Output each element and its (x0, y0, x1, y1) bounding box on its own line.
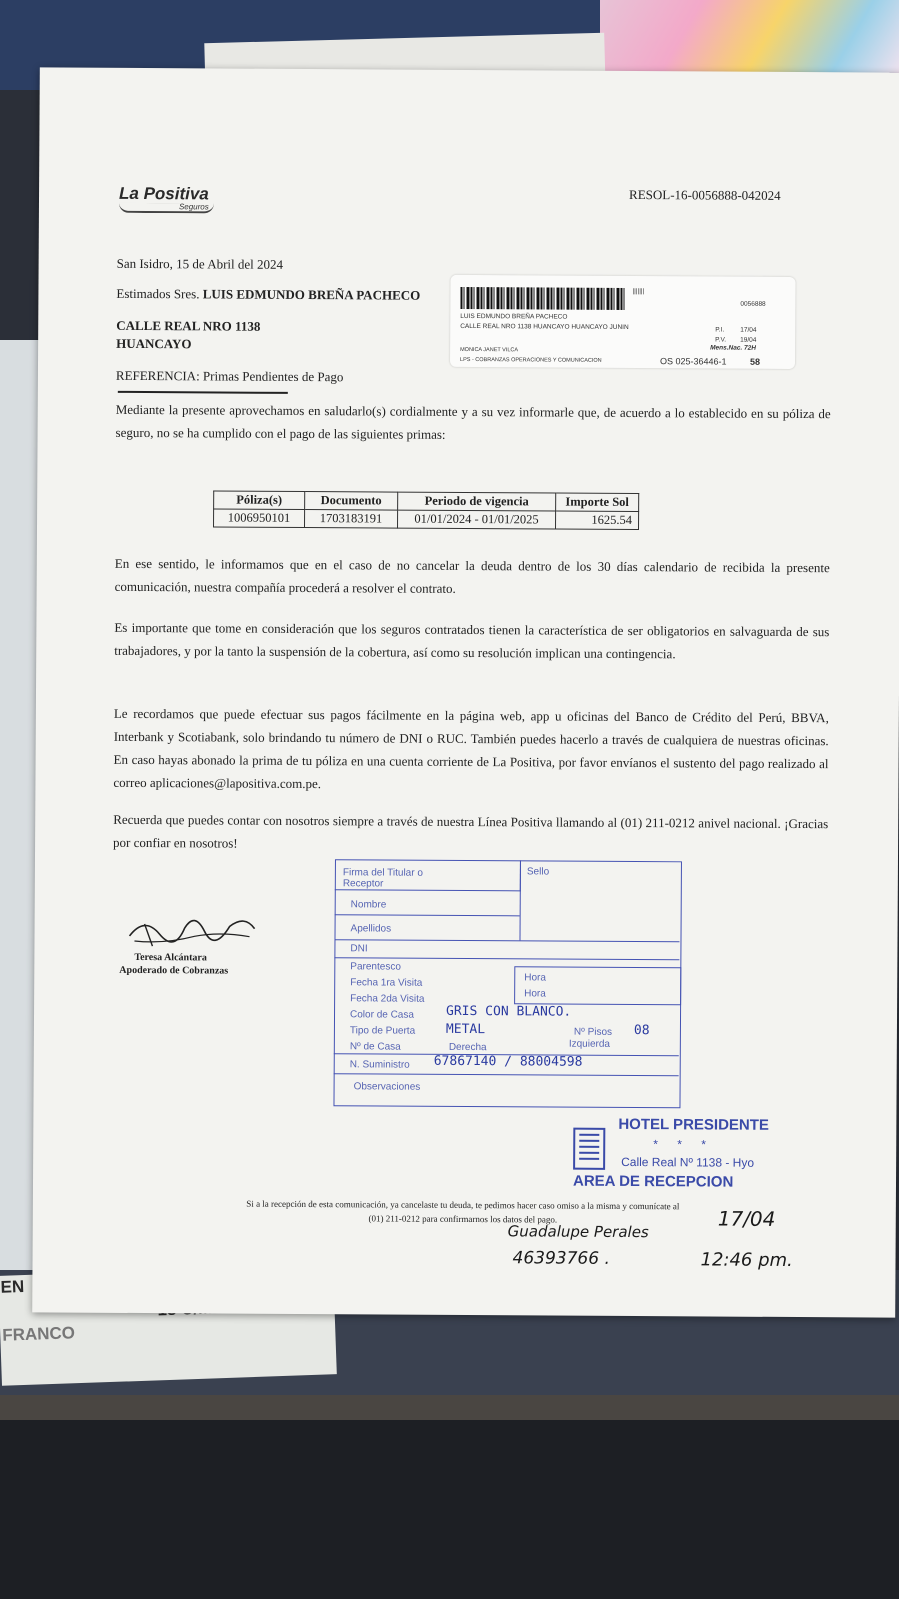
col-poliza: Póliza(s) (214, 491, 305, 510)
label-code: 0056888 (740, 300, 766, 308)
stamp-n-pisos: Nº Pisos (573, 1026, 613, 1038)
card-left-2: FRANCO (1, 1323, 76, 1345)
hw-color-casa: GRIS CON BLANCO. (446, 1003, 572, 1020)
hotel-name: HOTEL PRESIDENTE (618, 1115, 770, 1134)
resolution-code: RESOL-16-0056888-042024 (628, 186, 781, 203)
hw-receiver-name: Guadalupe Perales (507, 1222, 649, 1242)
stamp-color-casa: Color de Casa (349, 1009, 414, 1021)
label-name: LUIS EDMUNDO BREÑA PACHECO (460, 312, 568, 321)
hw-receiver-dni: 46393766 . (512, 1248, 610, 1269)
label-agent: MONICA JANET VILCA (460, 346, 519, 354)
signer-name: Teresa Alcántara (134, 951, 207, 964)
premiums-table (213, 490, 639, 530)
hw-time: 12:46 pm. (700, 1249, 793, 1271)
cell-poliza: 1006950101 (214, 509, 305, 528)
paragraph-1: Mediante la presente aprovechamos en saludarlo(s) cordialmente y a su vez informarle que, de acuerdo a lo establecido en su póliza de seguro, no se ha cumplido con el pago de las siguientes primas: (115, 401, 831, 442)
greeting-prefix: Estimados Sres. (116, 285, 200, 302)
recipient-name: LUIS EDMUNDO BREÑA PACHECO (202, 286, 421, 303)
col-documento: Documento (305, 492, 398, 511)
stamp-hora-2: Hora (524, 988, 546, 1000)
col-importe: Importe Sol (556, 493, 639, 512)
reference-underline (118, 391, 288, 394)
stamp-nombre: Nombre (350, 899, 387, 911)
hw-tipo-puerta: METAL (445, 1021, 486, 1038)
company-logo: La Positiva (118, 183, 209, 204)
company-logo-sub: Seguros (178, 202, 209, 212)
hotel-address: Calle Real Nº 1138 - Hyo (621, 1154, 755, 1170)
background-floor (0, 1420, 899, 1599)
stamp-izquierda: Izquierda (568, 1038, 611, 1050)
hw-date: 17/04 (717, 1206, 776, 1231)
stamp-apellidos: Apellidos (350, 923, 392, 935)
paragraph-5: Recuerda que puedes contar con nosotros siempre a través de nuestra Línea Positiva llamando al (01) 211-0212 anivel nacional. ¡Gracias por confiar en nosotros! (113, 811, 829, 851)
stamp-primera-visita: Fecha 1ra Visita (350, 977, 423, 989)
stamp-dni: DNI (350, 943, 368, 955)
greeting (116, 286, 420, 304)
barcode-icon (460, 287, 625, 310)
table-row (214, 509, 639, 530)
stamp-tipo-puerta: Tipo de Puerta (349, 1025, 416, 1037)
address-line-1: CALLE REAL NRO 1138 (116, 317, 261, 334)
logo-swoosh-icon (119, 203, 214, 214)
hw-n-pisos: 08 (633, 1023, 650, 1039)
footer-note (163, 1196, 763, 1228)
stamp-derecha: Derecha (448, 1041, 487, 1054)
letter-page (32, 67, 899, 1317)
paragraph-4: Le recordamos que puede efectuar sus pagos fácilmente en la página web, app u oficinas del Banco de Crédito del Perú, BBVA, Interbank y Scotiabank, solo brindando tu número de DNI o RUC. También puedes hacerlo a través de cualquiera de nuestras oficinas. En caso hayas abonado la prima de tu póliza en una cuenta corriente de La Positiva, por favor envíanos el sustento del pago realizado al correo aplicaciones@lapositiva.com.pe. (113, 705, 829, 792)
hotel-area: AREA DE RECEPCION (572, 1172, 734, 1191)
label-pi: P.I. (715, 326, 725, 334)
signer-title: Apoderado de Cobranzas (119, 964, 229, 977)
label-address: CALLE REAL NRO 1138 HUANCAYO HUANCAYO JUNIN (460, 322, 629, 331)
hw-suministro: 67867140 / 88004598 (433, 1053, 583, 1070)
hotel-stars: * * * (653, 1137, 714, 1152)
label-os: OS 025-36446-1 (659, 356, 727, 367)
footer-line-2: (01) 211-0212 para confirmarnos los datos del pago. (368, 1213, 558, 1225)
col-periodo: Periodo de vigencia (398, 492, 556, 511)
stamp-observaciones: Observaciones (353, 1081, 421, 1093)
date-line: San Isidro, 15 de Abril del 2024 (116, 255, 284, 272)
reception-stamp (333, 859, 679, 1106)
paragraph-2: En ese sentido, le informamos que en el caso de no cancelar la deuda dentro de los 30 días calendario de recibida la presente comunicación, nuestra compañía procederá a resolver el contrato. (114, 555, 830, 596)
stamp-hora-1: Hora (524, 972, 546, 984)
cell-documento: 1703183191 (305, 510, 398, 529)
label-mens: Mens.Nac. 72H (710, 344, 757, 352)
card-left-1: EN (0, 1276, 25, 1297)
stamp-segunda-visita: Fecha 2da Visita (350, 993, 425, 1005)
stamp-sello: Sello (526, 866, 550, 878)
label-small-code: ||||||| (632, 288, 645, 296)
label-pi-value: 17/04 (740, 326, 757, 334)
reference: REFERENCIA: Primas Pendientes de Pago (115, 367, 344, 385)
address-line-2: HUANCAYO (116, 335, 192, 352)
label-pv-value: 19/04 (740, 336, 757, 344)
stamp-n-casa: Nº de Casa (349, 1041, 401, 1053)
label-os-num: 58 (749, 356, 761, 367)
paragraph-3: Es importante que tome en consideración que los seguros contratados tienen la característica de ser obligatorios en salvaguarda de sus trabajadores, y por la tanto la suspensión de la cobertura, así como su resolución implican una contingencia. (114, 619, 830, 662)
shipping-label (450, 275, 796, 369)
hotel-building-icon (571, 1121, 611, 1171)
cell-importe: 1625.54 (556, 511, 639, 530)
footer-line-1: Si a la recepción de esta comunicación, ya cancelaste tu deuda, te pedimos hacer caso omiso a la misma y comunícate al (246, 1198, 680, 1212)
label-dept: LPS - COBRANZAS OPERACIONES Y COMUNICACION (460, 356, 602, 364)
stamp-parentesco: Parentesco (350, 961, 401, 973)
stamp-suministro: N. Suministro (349, 1059, 410, 1071)
signature-icon (124, 906, 264, 957)
background-flowers (600, 0, 899, 75)
label-pv: P.V. (715, 336, 727, 344)
stamp-firma: Firma del Titular o Receptor (342, 867, 423, 890)
cell-periodo: 01/01/2024 - 01/01/2025 (398, 510, 556, 529)
